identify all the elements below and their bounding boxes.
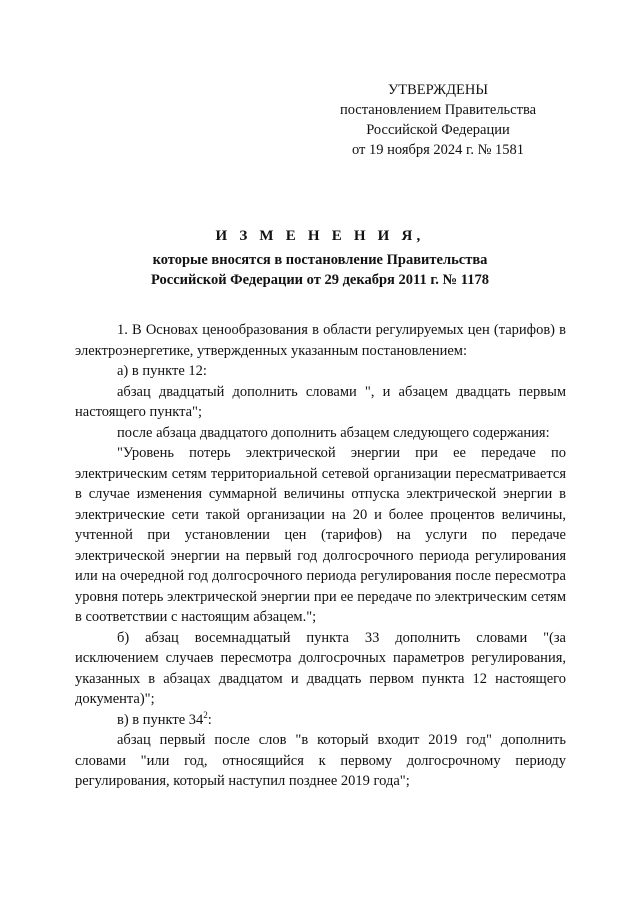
- paragraph: а) в пункте 12:: [117, 363, 207, 379]
- paragraph: абзац двадцатый дополнить словами ", и абзацем двадцать первым настоящего пункта";: [75, 383, 566, 420]
- document-body: [75, 320, 566, 792]
- paragraph: после абзаца двадцатого дополнить абзацем следующего содержания:: [117, 424, 550, 441]
- document-title: [0, 226, 640, 290]
- paragraph-text: в) в пункте 34: [117, 711, 204, 728]
- paragraph: "Уровень потерь электрической энергии при ее передаче по электрическим сетям территориальной сетевой организации пересматривается в случае изменения суммарной величины отпуска электрической энергии в электрические сети такой организации на 20 и более процентов величины, учтенной при установлении цен (тарифов) на услуги по передаче электрической энергии на первый год долгосрочного периода регулирования или на очередной год долгосрочного периода регулирования после пересмотра уровня потерь электрической энергии при ее передаче по электрическим сетям в соответствии с настоящим абзацем.";: [75, 445, 566, 625]
- superscript: 2: [203, 709, 208, 720]
- approval-title: УТВЕРЖДЕНЫ: [387, 82, 489, 98]
- title-heading: И З М Е Н Е Н И Я,: [215, 228, 425, 244]
- paragraph: [75, 710, 566, 731]
- approval-stamp: [330, 80, 546, 160]
- paragraph: абзац первый после слов "в который входит 2019 год" дополнить словами "или год, относящийся к первому долгосрочному периоду регулирования, который наступил позднее 2019 года";: [75, 732, 566, 789]
- paragraph-text: :: [207, 711, 212, 728]
- title-subtitle-line: которые вносятся в постановление Правительства: [152, 252, 488, 268]
- title-subtitle-line: Российской Федерации от 29 декабря 2011 г. № 1178: [151, 272, 489, 288]
- approval-line: постановлением Правительства: [339, 102, 537, 118]
- paragraph: 1. В Основах ценообразования в области регулируемых цен (тарифов) в электроэнергетике, утвержденных указанным постановлением:: [75, 322, 566, 359]
- approval-line: Российской Федерации: [366, 122, 510, 138]
- approval-date: от 19 ноября 2024 г. № 1581: [351, 142, 525, 158]
- paragraph: б) абзац восемнадцатый пункта 33 дополнить словами "(за исключением случаев пересмотра долгосрочных параметров регулирования, указанных в абзацах двадцатом и двадцать первом пункта 12 настоящего документа)";: [75, 629, 566, 707]
